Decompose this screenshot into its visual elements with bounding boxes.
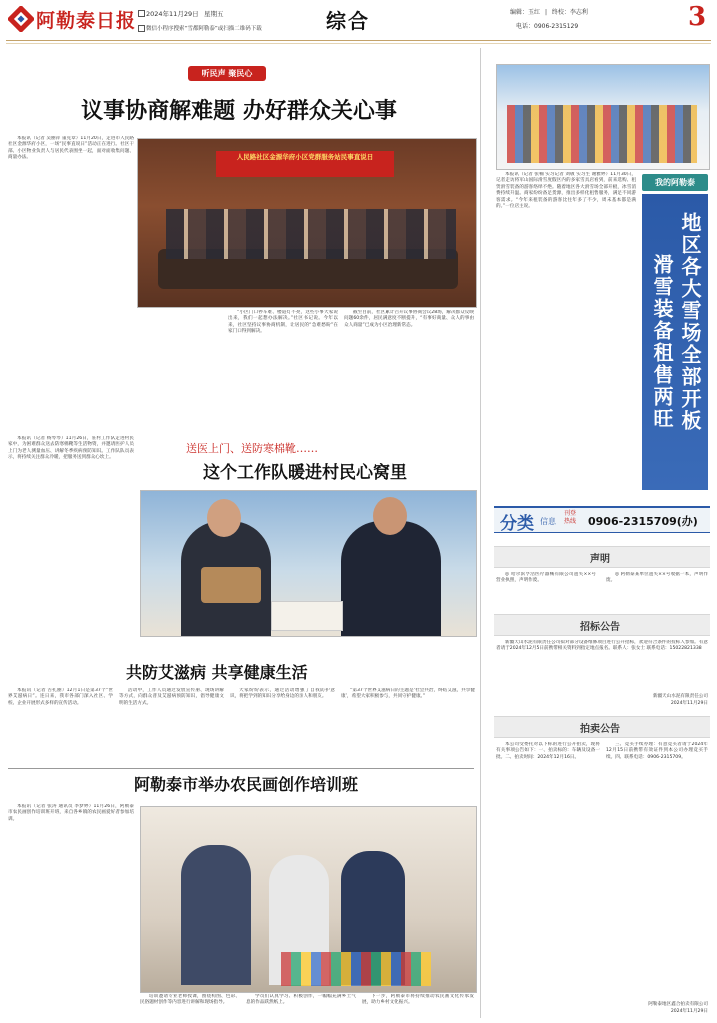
article-5-photo xyxy=(496,64,710,170)
calendar-icon xyxy=(138,10,145,17)
right-column-border xyxy=(480,48,481,1018)
article-2-photo-boots xyxy=(201,567,261,603)
page-number: 3 xyxy=(688,2,707,32)
article-3-body-col4 xyxy=(341,688,475,760)
article-2-para: 本报讯（记者 杨琴琴）11月26日，驻村工作队走进村民家中，为困难群众送去防寒棉靴等生活物资，并邀请医护人员上门为老人测量血压、讲解冬季疾病预防知识。工作队队员表示，将持续关注群众冷暖，把服务送到群众心坎上。 xyxy=(8,436,134,461)
article-2-photo-face-left xyxy=(207,499,241,537)
article-5-body xyxy=(496,172,636,494)
classified-hotline-number: 0906-2315709(办) xyxy=(588,515,698,528)
article-2-photo xyxy=(140,490,477,637)
article-1-headline: 议事协商解难题 办好群众关心事 xyxy=(81,98,397,124)
article-4-divider xyxy=(8,768,474,769)
article-3-headline: 共防艾滋病 共享健康生活 xyxy=(126,663,308,682)
article-1-body-col1 xyxy=(8,136,134,332)
article-5-label-text: 我的阿勒泰 xyxy=(655,178,695,187)
declaration-title: 声明 xyxy=(590,554,610,565)
article-4-photo-person-1 xyxy=(181,845,251,985)
article-1-photo-banner: 人民路社区金源华府小区党群服务站民事直说日 xyxy=(216,151,394,177)
article-5-headline-panel xyxy=(642,194,708,490)
article-1-photo-people xyxy=(166,209,456,259)
article-2-photo-face-right xyxy=(373,497,407,535)
article-5-para: 本报讯（记者 张楠 实习记者 刘敬 实习生 谢雅婷）11月30日，记者走访将军山国际滑雪度假区内的多家雪具店看到，前来选购、租赁滑雪装备的游客络绎不绝。随着地区各大滑雪场全部开板，冰雪消费持续升温。商家纷纷备足货源，推出多样化租售服务，满足不同游客需求。“今年来租装备的游客比往年多了不少，周末基本都是满的。”一位店主说。 xyxy=(496,172,636,210)
article-4-para-4: 下一步，阿勒泰市将持续推动农民画文化传承发展，助力乡村文化振兴。 xyxy=(362,994,474,1006)
logo-icon xyxy=(8,6,34,32)
issue-date: 2024年11月29日 xyxy=(146,10,199,18)
auction-bar xyxy=(494,716,710,738)
article-2-photo-person-right xyxy=(341,521,441,636)
article-1-photo xyxy=(137,138,477,308)
article-2-photo-box xyxy=(271,601,343,631)
article-4-body-col2 xyxy=(140,994,240,1020)
article-5-headline-1: 地区各大雪场全部开板 xyxy=(678,212,702,432)
article-3-para-4: “第37个世界艾滋病日的主题是‘社会共治，终结艾滋，共享健康’，希望大家积极参与，共同守护健康。” xyxy=(341,688,475,700)
article-1-kicker xyxy=(188,66,266,81)
article-1-para-2: “小区门口停车难、楼道灯不亮，这些小事大家说出来，我们一起想办法解决。”社区书记说。今年以来，社区坚持议事协商机制，让居民的“急难愁盼”在家门口得到解决。 xyxy=(228,310,338,335)
article-5-headline-2: 滑雪装备租售两旺 xyxy=(650,254,674,430)
article-2-kicker: 送医上门、送防寒棉靴…… xyxy=(186,442,318,455)
masthead-rule xyxy=(6,40,711,41)
masthead xyxy=(0,0,717,40)
proofreader: 终校：李志利 xyxy=(551,9,588,16)
article-4-body-col3 xyxy=(246,994,356,1020)
article-3-body-col2 xyxy=(119,688,224,760)
article-3-para-1: 本报讯（记者 古扎丽）12月1日是第37个“世界艾滋病日”。连日来，我市各部门深入社区、学校、企业开展形式多样的宣传活动。 xyxy=(8,688,113,706)
masthead-rule-2 xyxy=(6,43,711,44)
article-1-body-col2 xyxy=(228,310,338,402)
declaration-right-text: ◎ 阿勒泰某单位遗失××号收据一本，声明作废。 xyxy=(606,572,708,584)
classified-banner xyxy=(494,506,710,533)
article-1-kicker-text: 听民声 聚民心 xyxy=(201,69,253,78)
auction-title: 拍卖公告 xyxy=(580,724,620,735)
auction-body-col2-text: 三、竞买手续办理：有意竞买者请于2024年12月15日前携带有效证件到本公司办理竞买手续。四、联系电话：0906-2315709。 xyxy=(606,742,708,760)
tender-date: 2024年11月29日 xyxy=(670,701,708,706)
declaration-right xyxy=(606,572,708,602)
declaration-left xyxy=(496,572,596,602)
article-4-para-1: 本报讯（记者 张涛 通讯员 李梦婷）11月26日，阿勒泰市农民画创作培训班开班，来自各乡镇的农民画爱好者参加培训。 xyxy=(8,804,134,822)
article-3-body-col1 xyxy=(8,688,113,760)
article-4-para-2: 培训邀请专业老师授课，围绕构图、色彩、民俗题材创作等内容进行讲解和现场指导。 xyxy=(140,994,240,1006)
auction-date: 2024年11月29日 xyxy=(670,1009,708,1014)
article-4-photo xyxy=(140,806,477,993)
auction-body-col1 xyxy=(496,742,600,1004)
article-5-label xyxy=(642,174,708,191)
article-3-body-col3 xyxy=(230,688,335,760)
wechat-icon xyxy=(138,25,145,32)
declaration-bar xyxy=(494,546,710,568)
auction-body-col1-text: 本公司受委托对以下标的进行公开拍卖，现将有关事项公告如下：一、拍卖标的：车辆及设备一批。二、拍卖时间：2024年12月16日。 xyxy=(496,742,600,760)
classified-brand: 分类 xyxy=(500,514,534,534)
auction-signature: 阿勒泰地区鑫合拍卖有限公司 xyxy=(648,1002,708,1007)
tender-signature: 新疆天山水泥有限责任公司 xyxy=(652,694,708,699)
tender-body xyxy=(496,640,708,692)
article-1-para-3: 截至目前，社区累计召开议事协商会议28场，解决群众反映问题60余件，居民满意度不断提升，“有事好商量、众人的事由众人商量”已成为小区治理新常态。 xyxy=(344,310,474,328)
article-4-headline: 阿勒泰市举办农民画创作培训班 xyxy=(133,775,358,794)
article-4-para-3: 学员们认真学习、积极创作，一幅幅充满乡土气息的作品跃然纸上。 xyxy=(246,994,356,1006)
issue-weekday: 星期五 xyxy=(204,10,224,18)
editor: 编辑：玉红 xyxy=(510,9,541,16)
editor-info: 编辑：玉红 | 终校：李志利 xyxy=(510,9,588,16)
tender-title: 招标公告 xyxy=(580,622,620,633)
classified-hotline-label: 刊登热线 xyxy=(564,510,577,525)
article-1-body-col3 xyxy=(344,310,474,402)
article-2-body xyxy=(8,436,134,608)
article-5-photo-rack xyxy=(507,105,697,163)
article-4-body-col1 xyxy=(8,804,134,1019)
tender-bar xyxy=(494,614,710,636)
article-3-para-3: 大家纷纷表示，通过活动增强了自我防护意识，将把学到的知识分享给身边的亲人和朋友。 xyxy=(230,688,335,700)
article-3-para-2: 活动中，工作人员通过发放宣传册、现场讲解等方式，向群众普及艾滋病预防知识，倡导健康文明的生活方式。 xyxy=(119,688,224,706)
section-name: 综合 xyxy=(326,9,370,33)
declaration-left-text: ◎ 哈尔滨亨浩医疗器械有限公司遗失××号营业执照，声明作废。 xyxy=(496,572,596,584)
article-4-body-col4 xyxy=(362,994,474,1020)
article-2-headline: 这个工作队暖进村民心窝里 xyxy=(203,463,407,483)
article-4-photo-painting xyxy=(281,952,431,986)
classified-brand-sub: 信息 xyxy=(540,517,556,526)
phone-info: 电话：0906-2315129 xyxy=(516,23,579,30)
wechat-tip: 微信小程序搜索“雪都阿勒泰”或扫描二维码下载 xyxy=(146,26,262,32)
article-1-para-1: 本报讯（记者 吴丽萍 董克章）11月20日，走进市人民路社区金源华府小区，一场“民事直说日”活动正在进行。社区干部、小区物业负责人与居民代表围坐一起，面对面收集问题、商量办法。 xyxy=(8,136,134,161)
logo-text: 阿勒泰日报 xyxy=(36,10,137,32)
auction-body-col2 xyxy=(606,742,708,990)
tender-body-text: 新疆天山水泥有限责任公司拟对部分设备维修项目进行公开招标，欢迎符合条件的投标人参加。有意者请于2024年12月5日前携带相关资料到指定地点报名。联系人：张女士 联系电话：15022821338 xyxy=(496,640,708,652)
